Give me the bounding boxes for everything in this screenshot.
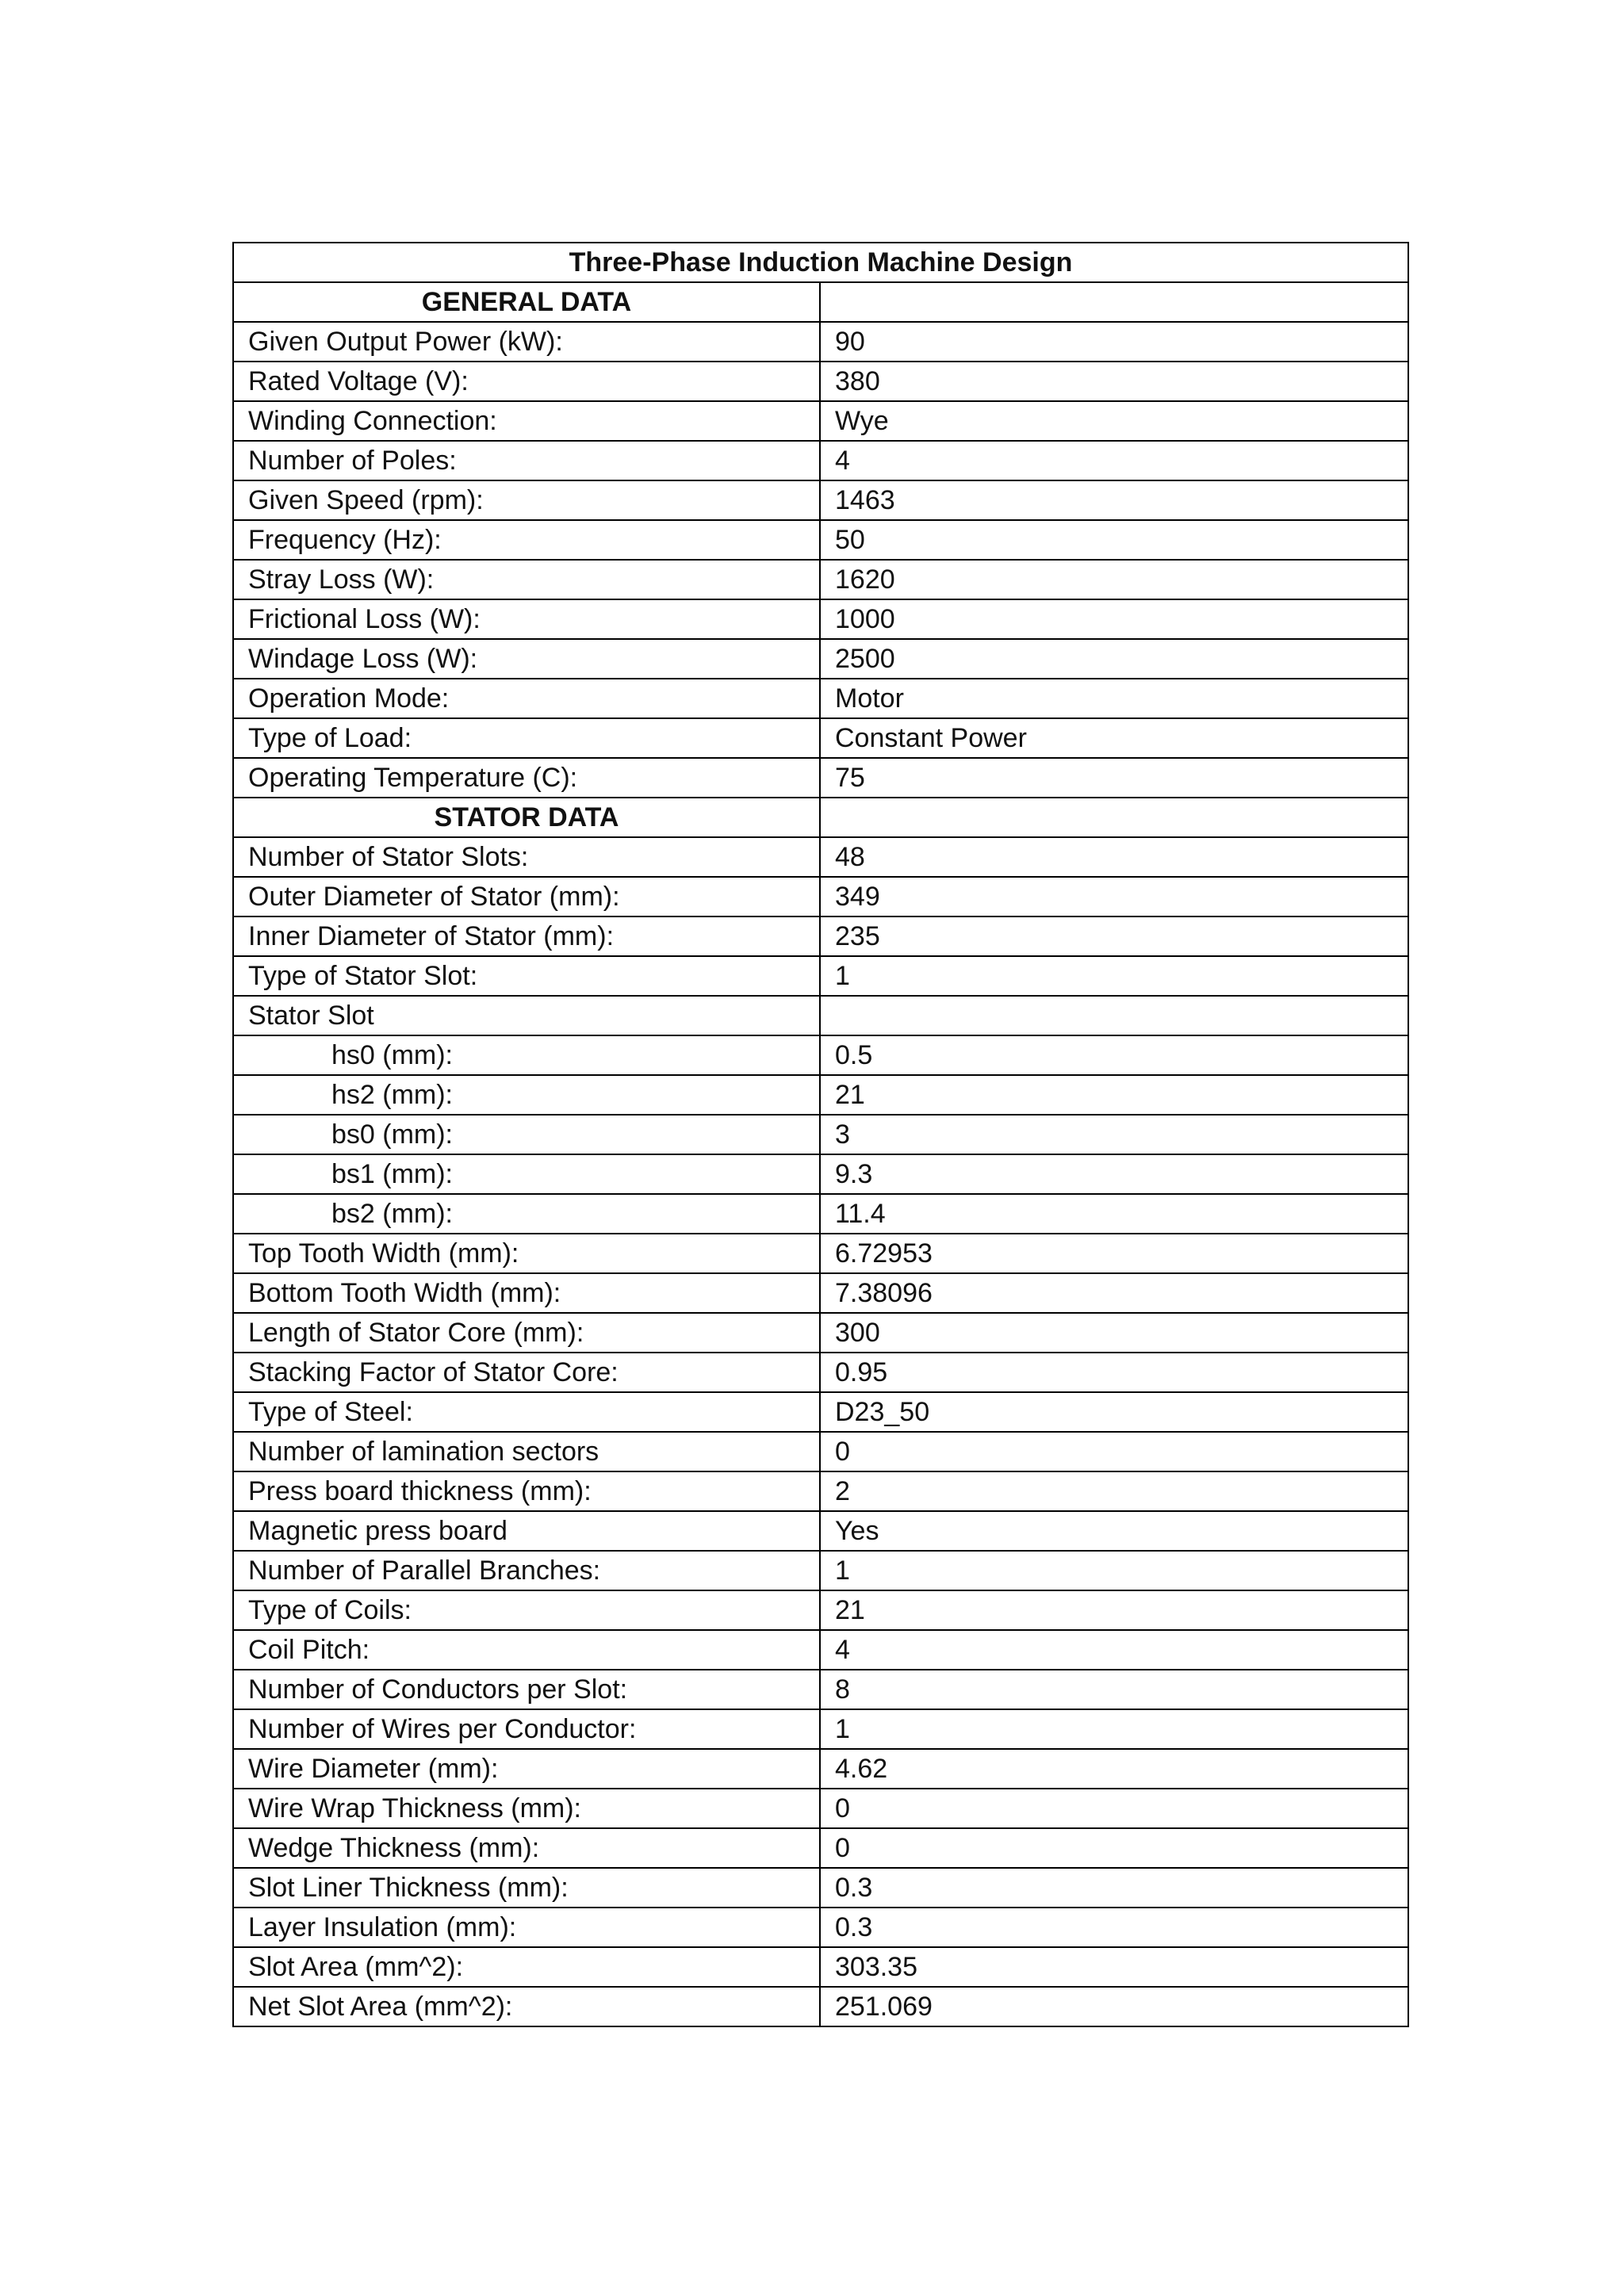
table-row <box>233 520 1408 560</box>
parameter-label: Number of Poles: <box>233 441 820 480</box>
table-row <box>233 1471 1408 1511</box>
parameter-label: Wedge Thickness (mm): <box>233 1828 820 1868</box>
table-row <box>233 1273 1408 1313</box>
parameter-label: Type of Steel: <box>233 1392 820 1432</box>
table-row <box>233 1908 1408 1947</box>
table-row <box>233 718 1408 758</box>
parameter-value: Constant Power <box>820 718 1408 758</box>
parameter-label: Stray Loss (W): <box>233 560 820 599</box>
parameter-label: Coil Pitch: <box>233 1630 820 1670</box>
table-row <box>233 639 1408 679</box>
table-row <box>233 401 1408 441</box>
parameter-value: 251.069 <box>820 1987 1408 2026</box>
parameter-label: Type of Coils: <box>233 1590 820 1630</box>
parameter-value: 8 <box>820 1670 1408 1709</box>
parameter-label: Number of lamination sectors <box>233 1432 820 1471</box>
parameter-value: 75 <box>820 758 1408 798</box>
parameter-value: 1 <box>820 956 1408 996</box>
table-row <box>233 837 1408 877</box>
parameter-value: 1 <box>820 1551 1408 1590</box>
table-row <box>233 1987 1408 2026</box>
parameter-label: hs0 (mm): <box>233 1035 820 1075</box>
parameter-value: 48 <box>820 837 1408 877</box>
parameter-value: 0.5 <box>820 1035 1408 1075</box>
table-row <box>233 322 1408 362</box>
parameter-value: D23_50 <box>820 1392 1408 1432</box>
parameter-label: Operating Temperature (C): <box>233 758 820 798</box>
table-row <box>233 1590 1408 1630</box>
table-row <box>233 758 1408 798</box>
table-row <box>233 1511 1408 1551</box>
parameter-value: 4.62 <box>820 1749 1408 1789</box>
parameter-value: 0.3 <box>820 1868 1408 1908</box>
parameter-label: Magnetic press board <box>233 1511 820 1551</box>
parameter-value: 7.38096 <box>820 1273 1408 1313</box>
parameter-value: 0.3 <box>820 1908 1408 1947</box>
design-data-table <box>232 242 1409 2027</box>
table-row <box>233 1670 1408 1709</box>
table-row <box>233 1353 1408 1392</box>
table-row <box>233 1392 1408 1432</box>
table-row <box>233 1313 1408 1353</box>
parameter-value <box>820 798 1408 837</box>
parameter-label: hs2 (mm): <box>233 1075 820 1115</box>
parameter-label: Frequency (Hz): <box>233 520 820 560</box>
parameter-value: 21 <box>820 1075 1408 1115</box>
parameter-value <box>820 996 1408 1035</box>
section-header-row <box>233 282 1408 322</box>
parameter-value: 300 <box>820 1313 1408 1353</box>
parameter-value: 3 <box>820 1115 1408 1154</box>
parameter-value: 90 <box>820 322 1408 362</box>
parameter-value: 6.72953 <box>820 1234 1408 1273</box>
parameter-label: Number of Stator Slots: <box>233 837 820 877</box>
parameter-value: 21 <box>820 1590 1408 1630</box>
table-row <box>233 1551 1408 1590</box>
parameter-label: Stator Slot <box>233 996 820 1035</box>
table-row <box>233 1432 1408 1471</box>
parameter-label: Given Speed (rpm): <box>233 480 820 520</box>
table-title-row <box>233 243 1408 282</box>
parameter-label: Winding Connection: <box>233 401 820 441</box>
parameter-value <box>820 282 1408 322</box>
parameter-label: Type of Load: <box>233 718 820 758</box>
parameter-label: bs2 (mm): <box>233 1194 820 1234</box>
parameter-value: 50 <box>820 520 1408 560</box>
table-row <box>233 1075 1408 1115</box>
parameter-value: 303.35 <box>820 1947 1408 1987</box>
parameter-value: 1620 <box>820 560 1408 599</box>
table-row <box>233 679 1408 718</box>
parameter-label: Press board thickness (mm): <box>233 1471 820 1511</box>
parameter-label: Frictional Loss (W): <box>233 599 820 639</box>
section-title: GENERAL DATA <box>233 282 820 322</box>
parameter-label: Bottom Tooth Width (mm): <box>233 1273 820 1313</box>
parameter-label: bs1 (mm): <box>233 1154 820 1194</box>
parameter-label: Net Slot Area (mm^2): <box>233 1987 820 2026</box>
parameter-value: 0 <box>820 1789 1408 1828</box>
table-title: Three-Phase Induction Machine Design <box>233 243 1408 282</box>
parameter-label: Windage Loss (W): <box>233 639 820 679</box>
parameter-value: 2 <box>820 1471 1408 1511</box>
table-row <box>233 1194 1408 1234</box>
parameter-label: Layer Insulation (mm): <box>233 1908 820 1947</box>
parameter-label: Inner Diameter of Stator (mm): <box>233 916 820 956</box>
parameter-value: 0 <box>820 1828 1408 1868</box>
parameter-value: 1000 <box>820 599 1408 639</box>
parameter-label: Number of Wires per Conductor: <box>233 1709 820 1749</box>
table-row <box>233 877 1408 916</box>
parameter-value: 9.3 <box>820 1154 1408 1194</box>
parameter-label: Slot Liner Thickness (mm): <box>233 1868 820 1908</box>
parameter-value: 380 <box>820 362 1408 401</box>
parameter-label: Wire Diameter (mm): <box>233 1749 820 1789</box>
table-row <box>233 1828 1408 1868</box>
parameter-value: 4 <box>820 441 1408 480</box>
parameter-label: bs0 (mm): <box>233 1115 820 1154</box>
parameter-label: Type of Stator Slot: <box>233 956 820 996</box>
parameter-label: Top Tooth Width (mm): <box>233 1234 820 1273</box>
parameter-value: 1 <box>820 1709 1408 1749</box>
parameter-value: 349 <box>820 877 1408 916</box>
table-row <box>233 1709 1408 1749</box>
table-row <box>233 1630 1408 1670</box>
parameter-label: Wire Wrap Thickness (mm): <box>233 1789 820 1828</box>
parameter-value: Motor <box>820 679 1408 718</box>
parameter-value: 4 <box>820 1630 1408 1670</box>
parameter-value: 11.4 <box>820 1194 1408 1234</box>
parameter-value: 235 <box>820 916 1408 956</box>
parameter-label: Length of Stator Core (mm): <box>233 1313 820 1353</box>
parameter-value: Yes <box>820 1511 1408 1551</box>
parameter-label: Operation Mode: <box>233 679 820 718</box>
table-row <box>233 441 1408 480</box>
parameter-value: 0 <box>820 1432 1408 1471</box>
table-row <box>233 1115 1408 1154</box>
parameter-label: Slot Area (mm^2): <box>233 1947 820 1987</box>
table-body <box>233 282 1408 2026</box>
table-row <box>233 1035 1408 1075</box>
table-row <box>233 1154 1408 1194</box>
parameter-label: Stacking Factor of Stator Core: <box>233 1353 820 1392</box>
section-title: STATOR DATA <box>233 798 820 837</box>
table-row <box>233 560 1408 599</box>
table-row <box>233 1789 1408 1828</box>
table-row <box>233 480 1408 520</box>
table-row <box>233 996 1408 1035</box>
parameter-value: 1463 <box>820 480 1408 520</box>
table-row <box>233 599 1408 639</box>
parameter-label: Rated Voltage (V): <box>233 362 820 401</box>
parameter-label: Given Output Power (kW): <box>233 322 820 362</box>
table-row <box>233 1868 1408 1908</box>
section-header-row <box>233 798 1408 837</box>
parameter-value: Wye <box>820 401 1408 441</box>
parameter-label: Outer Diameter of Stator (mm): <box>233 877 820 916</box>
parameter-label: Number of Parallel Branches: <box>233 1551 820 1590</box>
table-row <box>233 1947 1408 1987</box>
table-row <box>233 956 1408 996</box>
parameter-value: 0.95 <box>820 1353 1408 1392</box>
parameter-value: 2500 <box>820 639 1408 679</box>
table-row <box>233 916 1408 956</box>
parameter-label: Number of Conductors per Slot: <box>233 1670 820 1709</box>
table-row <box>233 1234 1408 1273</box>
table-row <box>233 362 1408 401</box>
table-row <box>233 1749 1408 1789</box>
